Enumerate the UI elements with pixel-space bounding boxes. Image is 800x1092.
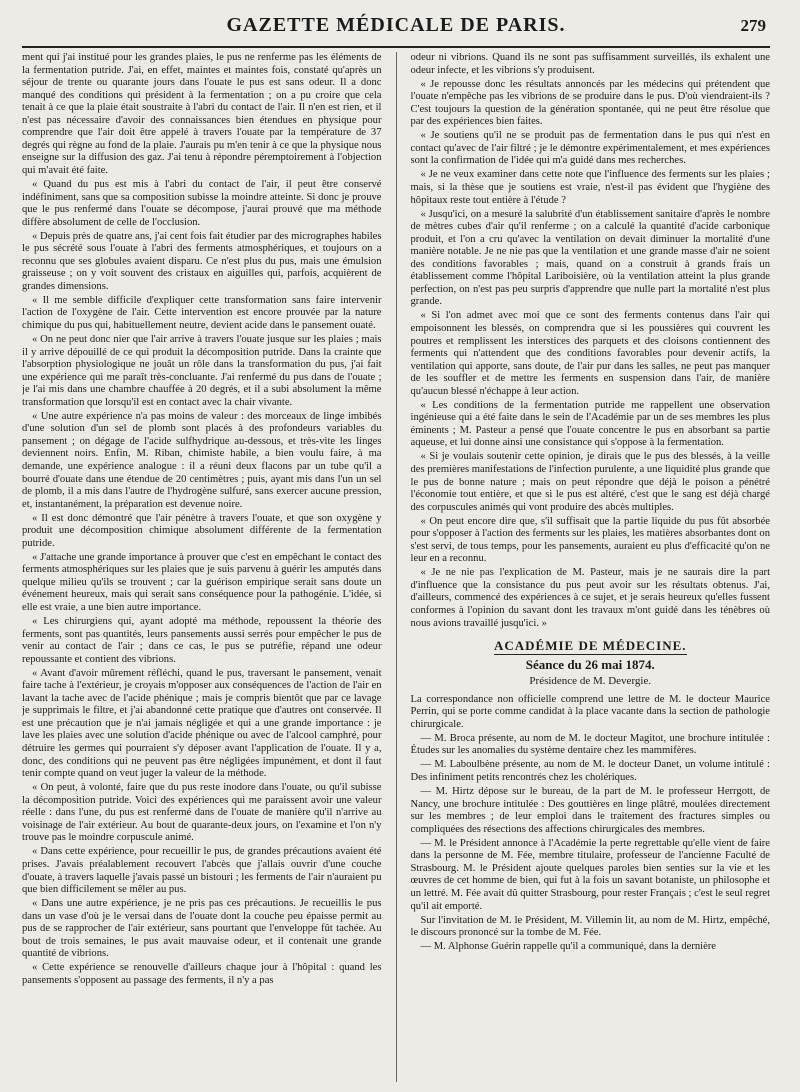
paragraph: « Il est donc démontré que l'air pénètre à travers l'ouate, et que son oxygène y produit une décomposition chimique absolument différente de la fermentation putride. (22, 512, 382, 549)
academy-heading-text: ACADÉMIE DE MÉDECINE. (493, 638, 687, 654)
paragraph: — M. Alphonse Guérin rappelle qu'il a communiqué, dans la dernière (420, 941, 717, 953)
paragraph: « Avant d'avoir mûrement réfléchi, quand le pus, traversant le pansement, venait faire tache à l'extérieur, je croyais m'opposer aux conséquences de l'action de l'air en lavant la tache avec de l'acide phénique ; mais je compris bientôt que par ce lavage je supprimais le filtre, et j'ai abandonné cette pratique que d'autres ont conservée. Il est une précaution que je n'ai jamais négligée et qui a une grande importance : je lave les plaies avec une solution d'acide phénique ou avec de l'alcool camphré, pour détruire les germes qui pourraient s'y déposer avant l'application de l'ouate. Il y a, donc, des conditions qui ne peuvent pas être négligées impunément, et dont il faut tenir compte quand on veut juger la valeur de la méthode. (22, 667, 382, 780)
page-header (22, 10, 770, 40)
right-column-top (411, 52, 771, 630)
paragraph: « On peut encore dire que, s'il suffisait que la partie liquide du pus fût absorbée pour s'opposer à l'action des ferments sur les plaies, les matières absorbantes dont on s'est servi, de tous temps, pour les pansements, auraient eu plus d'efficacité qu'on ne leur en a reconnu. (410, 515, 770, 565)
right-column (411, 52, 771, 1082)
header-rule (22, 46, 770, 48)
academy-heading (411, 640, 771, 653)
left-column (22, 52, 382, 1082)
paragraph: « Jusqu'ici, on a mesuré la salubrité d'un établissement sanitaire d'après le nombre de mètres cubes d'air qu'il renferme ; on a calculé la quantité d'acide carbonique produit, et l'on a cru qu'avec la ventilation on devait diminuer la mortalité d'une manière notable. Je ne nie pas que la ventilation et une grande masse d'air ne soient des conditions favorables ; mais, quand on a construit à grands frais un établissement comme l'hôpital Lariboisière, où la ventilation atteint la plus grande perfection, on n'est pas peu surpris d'apprendre que nulle part la mortalité n'est plus grande. (410, 208, 770, 308)
paragraph: La correspondance non officielle comprend une lettre de M. le docteur Maurice Perrin, qui se porte comme candidat à la place vacante dans la section de pathologie chirurgicale. (410, 693, 770, 730)
paragraph: « Depuis près de quatre ans, j'ai cent fois fait étudier par des micrographes habiles le pus sécrété sous l'ouate à l'abri des ferments atmosphériques, et toujours on a reconnu que ses globules avaient disparu. Ce n'est plus du pus, mais une émulsion graisseuse ; on y voit souvent des cristaux en aiguilles qui, parfois, acquièrent de grandes dimensions. (22, 230, 382, 292)
paragraph: « Dans une autre expérience, je ne pris pas ces précautions. Je recueillis le pus dans un vase d'où je le versai dans de l'ouate dont la couche peu épaisse permit au pus de se rapprocher de l'air extérieur, sans pourtant que l'enveloppe fût tachée. Au bout de trois semaines, le pus avait mauvaise odeur, et il contenait une grande quantité de vibrions. (22, 898, 382, 960)
text-columns (22, 52, 770, 1082)
paragraph: — M. Broca présente, au nom de M. le docteur Magitot, une brochure intitulée : Études sur les anomalies du système dentaire chez les mammifères. (410, 732, 770, 757)
paragraph: ment qui j'ai institué pour les grandes plaies, le pus ne renferme pas les éléments de la fermentation putride. J'ai, en effet, maintes et maintes fois, constaté qu'après un séjour de trente ou quarante jours dans l'ouate le pus est sans odeur. Il a donc manqué des conditions qui président à la fermentation ; on a pu croire que cela tenait à ce que la plaie était soustraite à l'abri du contact de l'air. Il n'en est rien, et il n'est pas nécessaire d'avoir des connaissances bien étendues en physique pour comprendre que l'air doit être appelé à travers l'ouate par la température de 37 degrés qui règne au fond de la plaie. J'aurais pu m'en tenir à ce que la physique nous enseigne sur la diffusion des gaz. J'ai tenu à répondre péremptoirement à l'objection qui m'avait été faite. (22, 52, 382, 176)
paragraph: « Dans cette expérience, pour recueillir le pus, de grandes précautions avaient été prises. J'avais préalablement recouvert l'abcès que j'allais ouvrir d'une couche d'ouate, à travers laquelle j'avais passé un bistouri ; les ferments de l'air n'auraient pu que bien difficilement se mêler au pus. (22, 846, 382, 896)
paragraph: « On peut, à volonté, faire que du pus reste inodore dans l'ouate, ou qu'il subisse la décomposition putride. Voici des expériences qui me paraissent avoir une valeur réelle : dans l'une, du pus est renfermé dans de l'ouate de manière qu'il n'arrive au voisinage de l'air extérieur. Au bout de quarante-deux jours, on l'examine et l'on n'y trouve pas le moindre corpuscule animé. (22, 782, 382, 844)
paragraph: odeur ni vibrions. Quand ils ne sont pas suffisamment surveillés, ils exhalent une odeur infecte, et les vibrions s'y produisent. (410, 52, 770, 76)
paragraph: — M. Hirtz dépose sur le bureau, de la part de M. le professeur Herrgott, de Nancy, une brochure intitulée : Des gouttières en linge plâtré, moulées directement sur les membres ; de leur emploi dans le traitement des fractures simples ou compliquées des résections des affections chirurgicales des membres. (410, 786, 770, 835)
paragraph: « Je ne nie pas l'explication de M. Pasteur, mais je ne saurais dire la part d'influence que la consistance du pus peut avoir sur les résultats obtenus. J'ai, d'ailleurs, commencé des expériences à ce sujet, et je serais heureux qu'elles fussent conformes à l'opinion du savant dont les travaux m'ont guidé dans les ténèbres où nous avions travaillé jusqu'ici. » (410, 567, 770, 629)
paragraph: « J'attache une grande importance à prouver que c'est en empêchant le contact des ferments atmosphériques sur les plaies que je suis parvenu à guérir les amputés dans quelque milieu qu'ils se trouvent ; car la guérison empirique serait sans doute un événement heureux, mais qui serait sans conséquence pour la pathogénie. L'idée, si elle est vraie, a une bien autre importance. (22, 551, 382, 614)
session-title: Séance du 26 mai 1874. (525, 656, 655, 672)
paragraph: — M. Laboulbène présente, au nom de M. le docteur Danet, un volume intitulé : Des infiniment petits rencontrés chez les cholériques. (410, 759, 770, 784)
paragraph: « Je repousse donc les résultats annoncés par les médecins qui prétendent que l'ouate n'empêche pas les vibrions de se produire dans le pus. D'où viendraient-ils ? C'est toujours la question de la génération spontanée, qui ne peut être résolue que par des expériences bien faites. (410, 78, 770, 128)
paragraph: — M. le Président annonce à l'Académie la perte regrettable qu'elle vient de faire dans la personne de M. Fée, membre titulaire, professeur de l'ancienne Faculté de Strasbourg. M. le Président ajoute quelques paroles bien senties sur la vie et les œuvres de cet homme de bien, qui fut à la fois un savant botaniste, un philosophe et un lettré. M. Fée avait dû quitter Strasbourg, pour rester Français ; c'est le seul regret qu'il ait emporté. (410, 837, 770, 912)
presidency-line: Présidence de M. Devergie. (529, 675, 652, 688)
paragraph: « Si je voulais soutenir cette opinion, je dirais que le pus des blessés, à la veille des premières manifestations de l'infection purulente, a une liquidité plus grande que le pus de bonne nature ; mais on peut répondre que déjà le poison a pénétré l'économie tout entière, et que si le pus est altéré, c'est que le sang est déjà chargé des corpuscules animés qui vont produire des abcès multiples. (410, 451, 770, 513)
paragraph: « Il me semble difficile d'expliquer cette transformation sans faire intervenir l'action de l'oxygène de l'air. Cette intervention est encore prouvée par la nature chimique du pus qui, habituellement neutre, devient acide dans le pansement ouaté. (22, 294, 382, 331)
paragraph: « On ne peut donc nier que l'air arrive à travers l'ouate jusque sur les plaies ; mais il y arrive dépouillé de ce qui produit la décomposition putride. Dans la crainte que l'absorption physiologique ne jouât un rôle dans la transformation du pus, j'ai fait une expérience qui me paraît très-concluante. J'ai renfermé du pus dans de l'ouate ; je l'ai mis dans une chambre chauffée à 20 degrés, et il a subi absolument la même transformation que lorsqu'il est en contact avec la chair vivante. (22, 334, 382, 408)
paragraph: « Quand du pus est mis à l'abri du contact de l'air, il peut être conservé indéfiniment, sans que sa composition subisse la moindre atteinte. Si donc je prouve que le pus renfermé dans l'ouate se décompose, j'aurai prouvé que ma méthode diffère absolument de celle de l'occlusion. (22, 178, 382, 228)
page-number: 279 (740, 16, 766, 35)
column-separator (396, 52, 397, 1082)
paragraph: « Les chirurgiens qui, ayant adopté ma méthode, repoussent la théorie des ferments, sont pas quantités, leurs pansements aussi serrés pour empêcher le pus de venir au contact de l'air ; dans ce cas, le pus se putréfie, répand une odeur repoussante et contient des vibrions. (22, 616, 382, 665)
paragraph: « Si l'on admet avec moi que ce sont des ferments contenus dans l'air qui empoisonnent les blessés, on comprendra que si les poussières qui couvrent les poutres et remplissent les interstices des parquets et des cloisons contiennent des ferments qui n'attendent que des conditions favorables pour devenir actifs, la ventilation qui apporte, sans doute, de l'air pur dans les salles, ne peut pas manquer de les souffler et de mettre les ferments en suspension dans l'air, de manière qu'aucun blessé n'échappe à leur action. (410, 310, 770, 397)
paragraph: « Cette expérience se renouvelle d'ailleurs chaque jour à l'hôpital : quand les pansements s'opposent au passage des ferments, il n'y a pas (22, 962, 382, 986)
right-column-bottom (411, 694, 771, 954)
paragraph: « Je ne veux examiner dans cette note que l'influence des ferments sur les plaies ; mais, si la thèse que je soutiens est vraie, n'est-il pas évident que l'hygiène des hôpitaux reste tout entière à l'étude ? (410, 169, 770, 206)
running-title: GAZETTE MÉDICALE DE PARIS. (226, 14, 566, 36)
paragraph: « Les conditions de la fermentation putride me rappellent une observation ingénieuse qui a été faite dans le sein de l'Académie par un de ses membres les plus éminents ; M. Pasteur a pensé que l'ouate concentre le pus en absorbant sa partie aqueuse, et lui donne ainsi une consistance qui s'oppose à la fermentation. (410, 399, 770, 449)
paragraph: « Une autre expérience n'a pas moins de valeur : des morceaux de linge imbibés d'une solution d'un sel de plomb sont placés à des profondeurs variables du pansement ; on dégage de l'acide sulfhydrique au-dessous, et très-vite les linges deviennent noirs. Enfin, M. Riban, chimiste habile, a bien voulu faire, à ma demande, une expérience analogue : il a réuni deux flacons par un tube qu'il a bourré d'ouate dans une étendue de 20 centimètres ; puis, ayant mis dans l'un un sel de plomb, il a mis dans l'autre de l'hydrogène sulfuré, sans exercer aucune pression, et, instantanément, la préparation est devenue noire. (22, 410, 382, 510)
paragraph: « Je soutiens qu'il ne se produit pas de fermentation dans le pus qui n'est en contact qu'avec de l'air filtré ; je le démontre expérimentalement, et mes expériences sont la confirmation de l'idée qui m'a guidé dans mes recherches. (410, 130, 770, 167)
paragraph: Sur l'invitation de M. le Président, M. Villemin lit, au nom de M. Hirtz, empêché, le discours prononcé sur la tombe de M. Fée. (410, 914, 770, 939)
